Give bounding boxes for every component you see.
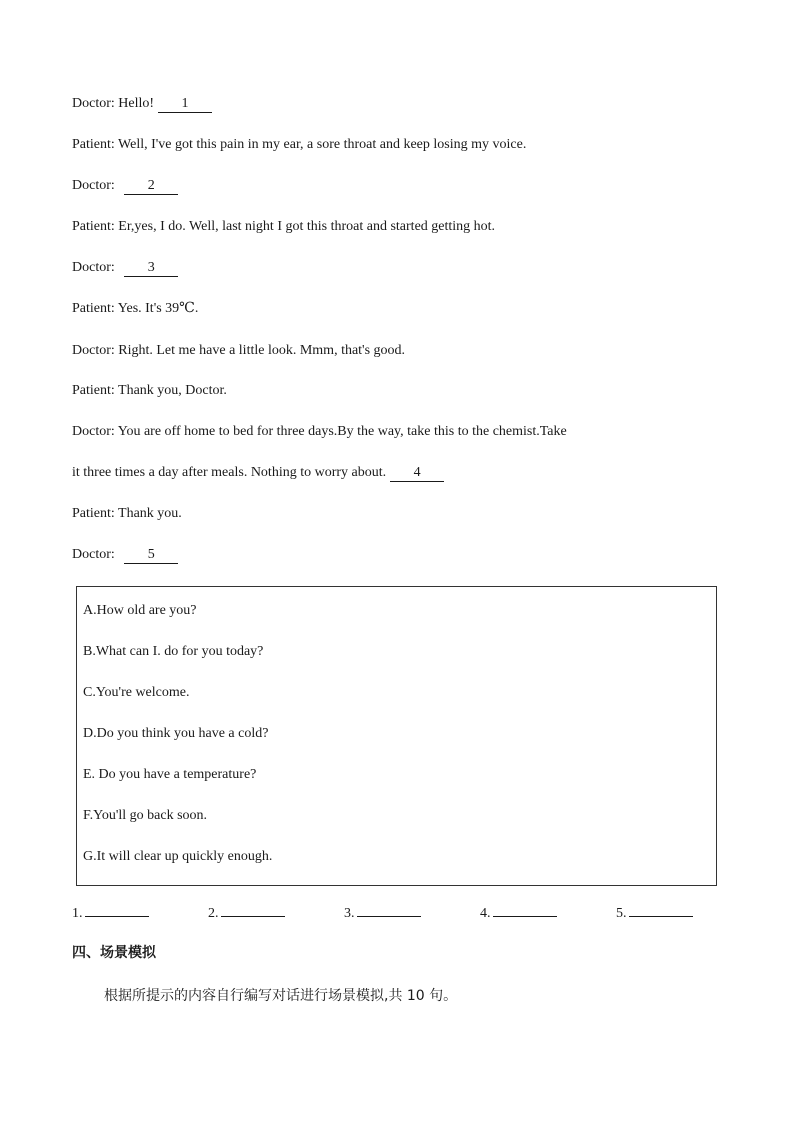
dialogue-line-12 — [72, 546, 178, 564]
option-e: E. Do you have a temperature? — [83, 767, 257, 782]
answer-blank: 4 — [390, 465, 444, 482]
answer-line — [493, 902, 557, 917]
option-c: C.You're welcome. — [83, 685, 190, 700]
answer-slot-3 — [344, 902, 421, 923]
speaker: Patient: — [72, 506, 115, 521]
speaker: Patient: — [72, 219, 115, 234]
answer-number: 1. — [72, 906, 83, 921]
speaker: Patient: — [72, 301, 115, 316]
speaker: Doctor: — [72, 96, 115, 111]
line-text: Er,yes, I do. Well, last night I got this throat and started getting hot. — [118, 219, 496, 234]
answer-blank: 3 — [124, 260, 178, 277]
answer-slot-2 — [208, 902, 285, 923]
answer-blank: 2 — [124, 178, 178, 195]
option-d: D.Do you think you have a cold? — [83, 726, 269, 741]
option-b: B.What can I. do for you today? — [83, 644, 264, 659]
answer-line — [357, 902, 421, 917]
option-g: G.It will clear up quickly enough. — [83, 849, 273, 864]
answer-number: 5. — [616, 906, 627, 921]
line-text: Thank you. — [118, 506, 182, 521]
dialogue-line-6 — [72, 300, 198, 318]
dialogue-line-11 — [72, 505, 182, 523]
answer-blank: 5 — [124, 547, 178, 564]
line-text: it three times a day after meals. Nothing to worry about. — [72, 465, 387, 480]
speaker: Doctor: — [72, 424, 115, 439]
dialogue-line-9 — [72, 423, 567, 441]
dialogue-line-4 — [72, 218, 495, 236]
line-text: Yes. It's 39℃. — [117, 301, 199, 316]
answer-slot-1 — [72, 902, 149, 923]
option-a: A.How old are you? — [83, 603, 197, 618]
dialogue-line-3 — [72, 177, 178, 195]
answer-slot-4 — [480, 902, 557, 923]
dialogue-line-2 — [72, 136, 526, 154]
answer-number: 4. — [480, 906, 491, 921]
speaker: Patient: — [72, 383, 115, 398]
dialogue-line-10 — [72, 464, 444, 482]
line-text: Thank you, Doctor. — [118, 383, 227, 398]
speaker: Doctor: — [72, 343, 115, 358]
line-text: Right. Let me have a little look. Mmm, that's good. — [118, 343, 406, 358]
answer-slot-5 — [616, 902, 693, 923]
answer-line — [629, 902, 693, 917]
speaker: Doctor: — [72, 178, 115, 193]
answer-line — [221, 902, 285, 917]
speaker: Patient: — [72, 137, 115, 152]
speaker: Doctor: — [72, 547, 115, 562]
answer-number: 2. — [208, 906, 219, 921]
answer-number: 3. — [344, 906, 355, 921]
line-text: Well, I've got this pain in my ear, a sore throat and keep losing my voice. — [118, 137, 527, 152]
dialogue-line-8 — [72, 382, 227, 400]
dialogue-line-5 — [72, 259, 178, 277]
dialogue-line-1 — [72, 95, 212, 113]
section-heading: 四、场景模拟 — [72, 945, 156, 961]
options-box — [76, 586, 717, 886]
line-text: You are off home to bed for three days.By the way, take this to the chemist.Take — [117, 424, 567, 439]
answer-line — [85, 902, 149, 917]
line-text: Hello! — [118, 96, 155, 111]
answer-blank: 1 — [158, 96, 212, 113]
speaker: Doctor: — [72, 260, 115, 275]
section-instruction: 根据所提示的内容自行编写对话进行场景模拟,共 10 句。 — [104, 988, 458, 1004]
option-f: F.You'll go back soon. — [83, 808, 208, 823]
dialogue-line-7 — [72, 342, 405, 360]
